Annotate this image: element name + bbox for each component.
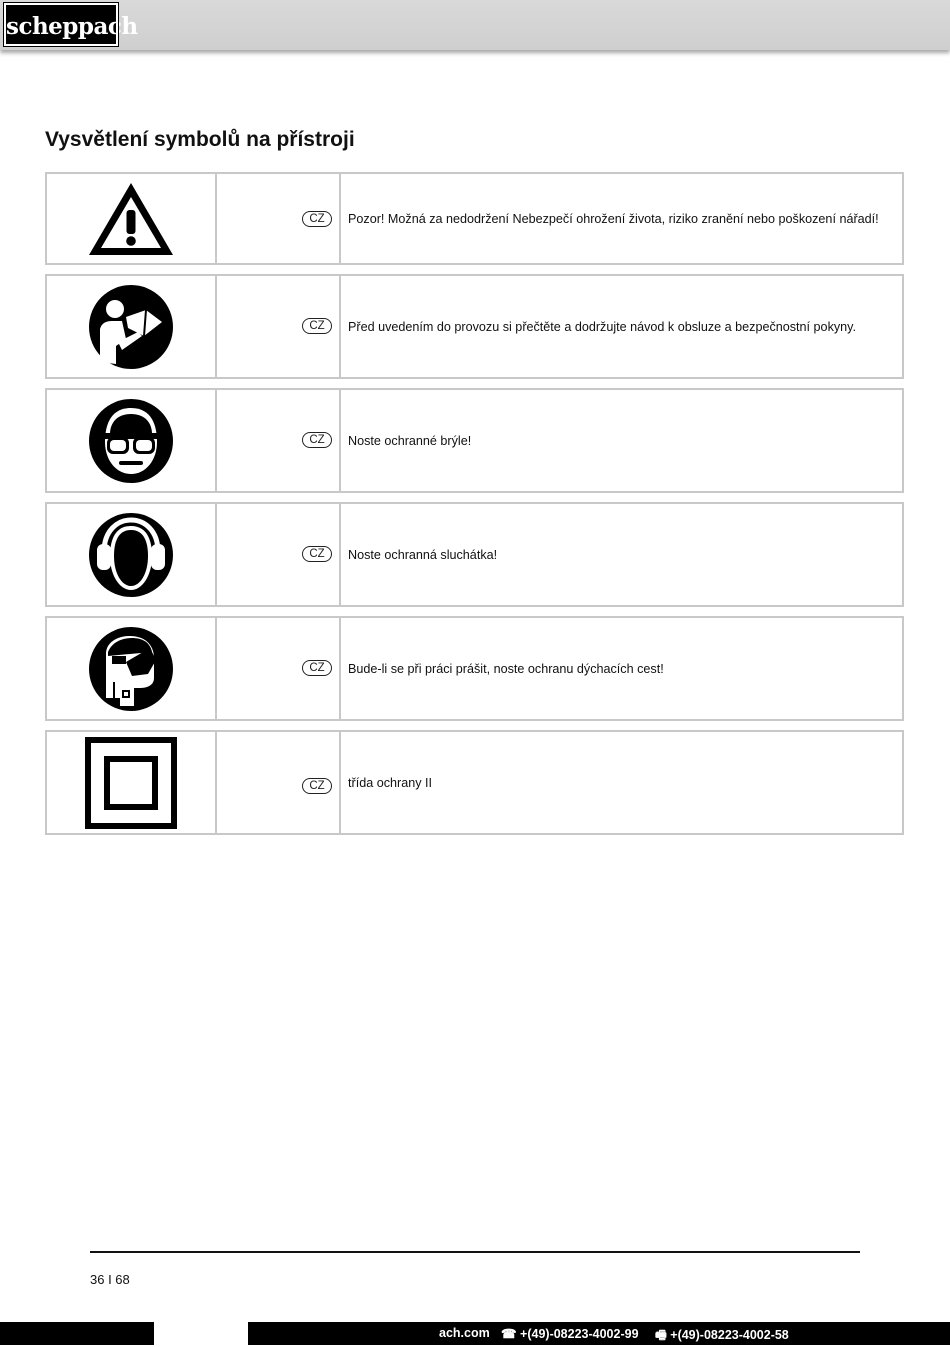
symbol-description: Bude-li se při práci prášit, noste ochranu dýchacích cest!	[348, 662, 664, 676]
contact-bar-gap	[154, 1322, 248, 1345]
website-link[interactable]: ach.com	[439, 1326, 490, 1340]
symbol-description: Noste ochranná sluchátka!	[348, 548, 498, 562]
language-badge: CZ	[302, 211, 332, 227]
symbol-description: třída ochrany II	[348, 776, 432, 790]
language-cell	[217, 504, 341, 605]
language-cell	[217, 390, 341, 491]
symbol-row-read-manual	[45, 274, 904, 379]
phone-number: ☎ +(49)-08223-4002-99	[501, 1327, 639, 1341]
protection-class-2-icon	[85, 737, 177, 829]
ear-protection-icon	[88, 512, 174, 598]
language-cell	[217, 174, 341, 263]
warning-triangle-icon	[87, 180, 175, 258]
symbol-cell	[47, 174, 217, 263]
language-badge: CZ	[302, 318, 332, 334]
scheppach-logo[interactable]: scheppach	[4, 3, 118, 46]
symbol-cell	[47, 618, 217, 719]
symbol-cell	[47, 390, 217, 491]
language-badge: CZ	[302, 778, 332, 794]
symbol-row-goggles	[45, 388, 904, 493]
symbol-cell	[47, 504, 217, 605]
symbol-row-ear-protection	[45, 502, 904, 607]
symbol-row-respirator	[45, 616, 904, 721]
safety-goggles-icon	[88, 398, 174, 484]
symbol-description: Noste ochranné brýle!	[348, 434, 472, 448]
respirator-icon	[88, 626, 174, 712]
language-cell	[217, 276, 341, 377]
symbol-description: Před uvedením do provozu si přečtěte a dodržujte návod k obsluze a bezpečnostní pokyny.	[348, 320, 857, 334]
symbol-cell	[47, 732, 217, 833]
language-badge: CZ	[302, 546, 332, 562]
symbol-row-protection-class	[45, 730, 904, 835]
footer-divider	[90, 1251, 860, 1253]
language-cell	[217, 732, 341, 833]
language-badge: CZ	[302, 660, 332, 676]
language-cell	[217, 618, 341, 719]
symbol-cell	[47, 276, 217, 377]
language-badge: CZ	[302, 432, 332, 448]
page-title: Vysvětlení symbolů na přístroji	[45, 128, 355, 151]
symbol-description: Pozor! Možná za nedodržení Nebezpečí ohrožení života, riziko zranění nebo poškození nářadí!	[348, 212, 879, 226]
header-bar	[0, 0, 950, 50]
fax-number: 🖷 +(49)-08223-4002-58	[655, 1328, 789, 1342]
page-number: 36 I 68	[90, 1272, 130, 1287]
symbol-row-warning	[45, 172, 904, 265]
read-manual-icon	[88, 284, 174, 370]
